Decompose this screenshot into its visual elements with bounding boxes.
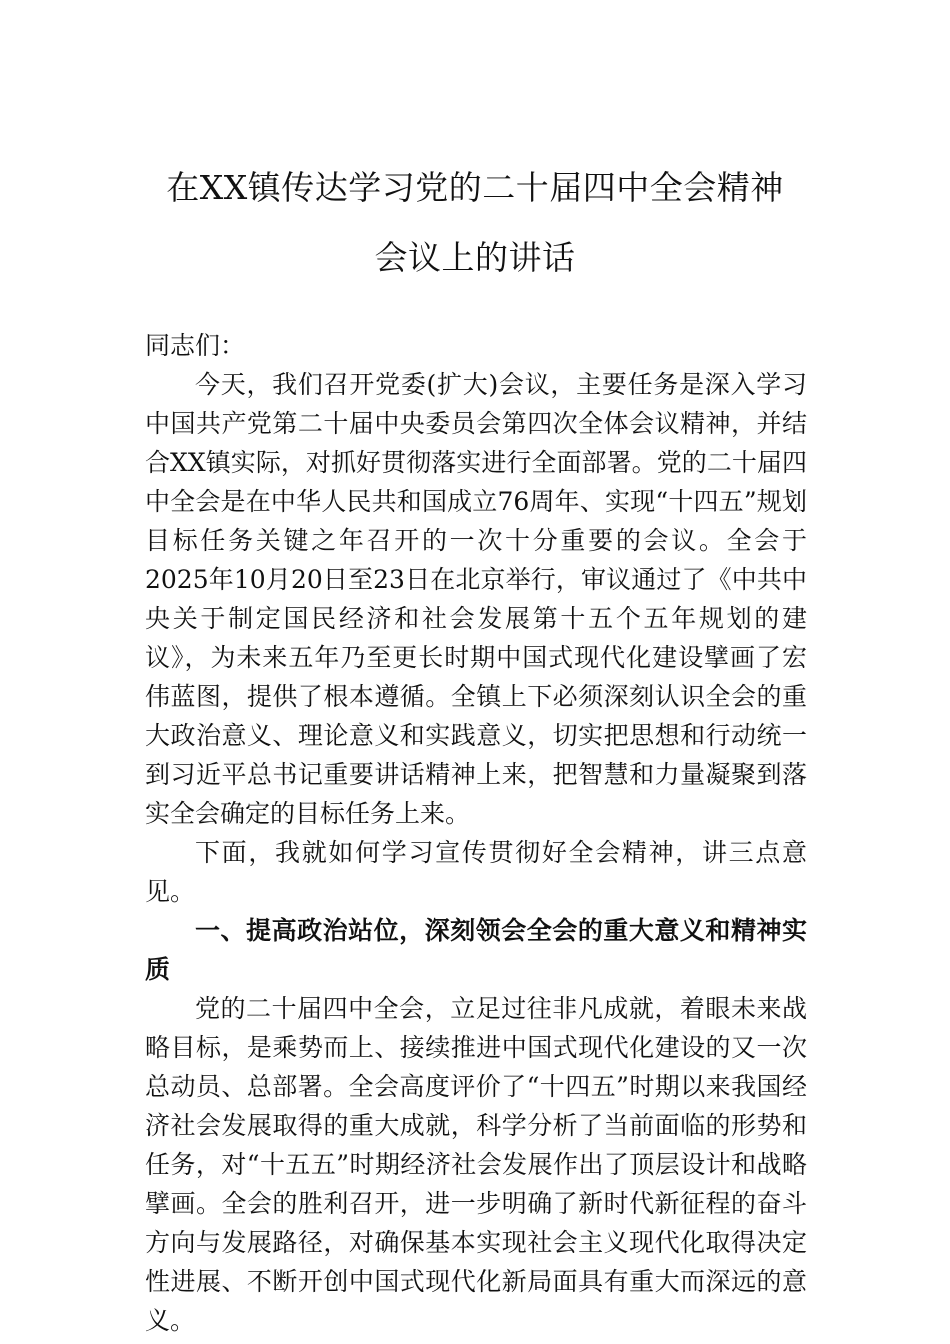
paragraph-outline: 下面，我就如何学习宣传贯彻好全会精神，讲三点意见。: [145, 838, 807, 906]
paragraph-opening: 今天，我们召开党委(扩大)会议，主要任务是深入学习中国共产党第二十届中央委员会第四次全体会议精神，并结合XX镇实际，对抓好贯彻落实进行全面部署。党的二十届四中全会是在中华人民共和国成立76周年、实现“十四五”规划目标任务关键之年召开的一次十分重要的会议。全会于2025年10月20日至23日在北京举行，审议通过了《中共中央关于制定国民经济和社会发展第十五个五年规划的建议》，为未来五年乃至更长时期中国式现代化建设擘画了宏伟蓝图，提供了根本遵循。全镇上下必须深刻认识全会的重大政治意义、理论意义和实践意义，切实把思想和行动统一到习近平总书记重要讲话精神上来，把智慧和力量凝聚到落实全会确定的目标任务上来。: [145, 370, 807, 828]
salutation: 同志们：: [145, 331, 246, 360]
document-body: [145, 326, 807, 1340]
section-1-paragraph: 党的二十届四中全会，立足过往非凡成就，着眼未来战略目标，是乘势而上、接续推进中国式现代化建设的又一次总动员、总部署。全会高度评价了“十四五”时期以来我国经济社会发展取得的重大成就，科学分析了当前面临的形势和任务，对“十五五”时期经济社会发展作出了顶层设计和战略擘画。全会的胜利召开，进一步明确了新时代新征程的奋斗方向与发展路径，对确保基本实现社会主义现代化取得决定性进展、不断开创中国式现代化新局面具有重大而深远的意义。: [145, 994, 807, 1335]
document-title-line-1: 在XX镇传达学习党的二十届四中全会精神: [166, 168, 784, 207]
section-1-heading: 一、提高政治站位，深刻领会全会的重大意义和精神实质: [145, 916, 807, 984]
document-title-line-2: 会议上的讲话: [374, 238, 576, 277]
